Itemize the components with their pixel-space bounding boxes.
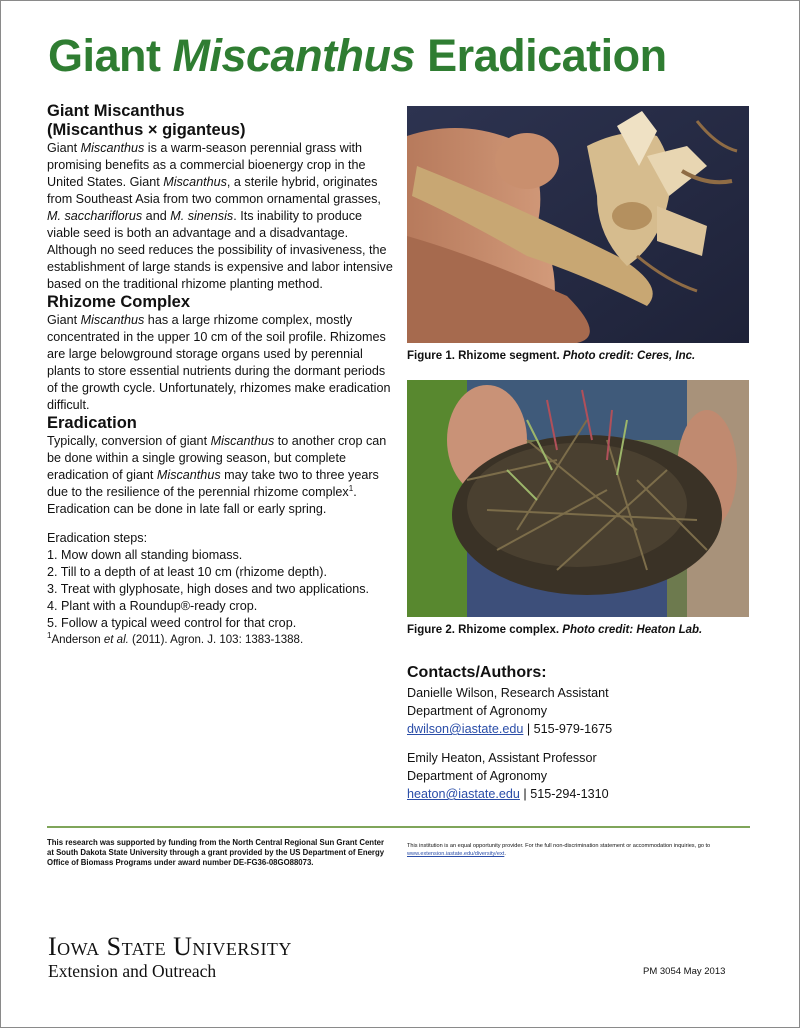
right-column [407,106,750,636]
step-item: 2. Till to a depth of at least 10 cm (rhizome depth). [47,565,328,579]
left-column [47,102,395,649]
step-item: 5. Follow a typical weed control for that crop. [47,616,297,630]
rhizome-complex-photo [407,380,749,617]
footnote: $^1$Anderson et al. (2011). Agron. J. 103: 1383-1388. [47,631,304,646]
rhizome-paragraph: Giant Miscanthus has a large rhizome complex, mostly concentrated in the upper 10 cm of the soil profile. Rhizomes are large belowground storage organs used by perennial plants to store essential nutrients during the dormant periods of the growth cycle. Unfortunately, rhizomes make eradication difficult. [47,313,391,412]
author-2-dept: Department of Agronomy [407,769,548,783]
university-name: Iowa State University [48,932,292,961]
rhizome-segment-photo [407,106,749,343]
eradication-steps [47,547,395,632]
figure-1-caption: Figure 1. Rhizome segment. Photo credit: Ceres, Inc. [407,350,696,362]
rhizome-complex-image [407,380,749,617]
contacts-heading: Contacts/Authors: [407,664,547,681]
isu-logo [48,934,292,982]
step-item: 4. Plant with a Roundup®-ready crop. [47,599,258,613]
intro-paragraph: Giant Miscanthus is a warm-season perennial grass with promising benefits as a commercial bioenergy crop in the United States. Giant Miscanthus, a sterile hybrid, originates from Southeast Asia from two common ornamental grasses, M. sacchariflorus and M. sinensis. Its inability to produce viable seed is both an advantage and a disadvantage. Although no seed reduces the possibility of invasiveness, the establishment of large stands is expensive and labor intensive based on the traditional rhizome planting method. [47,141,393,291]
rhizome-segment-image [407,106,749,343]
publication-number: PM 3054 May 2013 [643,966,726,977]
footer-divider [47,826,750,828]
author-2-contact: heaton@iastate.edu | 515-294-1310 [407,787,609,801]
equal-opportunity-statement: This institution is an equal opportunity provider. For the full non-discrimination statement or accommodation inquiries, go to www.extension.iastate.edu/diversity/ext. [407,843,711,857]
author-1-email-link[interactable]: dwilson@iastate.edu [407,722,524,736]
author-1-name: Danielle Wilson, Research Assistant [407,686,609,700]
author-1-contact: dwilson@iastate.edu | 515-979-1675 [407,722,613,736]
section-heading-rhizome-complex: Rhizome Complex [47,293,191,311]
section-heading-eradication: Eradication [47,414,137,432]
figure-2-caption: Figure 2. Rhizome complex. Photo credit: Heaton Lab. [407,624,703,636]
funding-statement: This research was supported by funding from the North Central Regional Sun Grant Center at South Dakota State University through a grant provided by the US Department of Energy Office of Biomass Programs under award number DE-FG36-08GO88073. [47,838,385,867]
eradication-paragraph: Typically, conversion of giant Miscanthus to another crop can be done within a single growing season, but complete eradication of giant Miscanthus may take two to three years due to the resilience of the perennial rhizome complex$^1$. Eradication can be done in late fall or early spring. [47,434,387,516]
page-title: Giant Miscanthus Eradication [48,30,667,81]
author-1-dept: Department of Agronomy [407,704,548,718]
diversity-link[interactable]: www.extension.iastate.edu/diversity/ext [407,851,505,857]
section-heading-giant-miscanthus: Giant Miscanthus (Miscanthus × giganteus) [47,102,246,139]
step-item: 3. Treat with glyphosate, high doses and two applications. [47,582,370,596]
author-2-email-link[interactable]: heaton@iastate.edu [407,787,520,801]
steps-label: Eradication steps: [47,531,148,545]
contacts-block [407,664,747,803]
step-item: 1. Mow down all standing biomass. [47,548,243,562]
extension-name: Extension and Outreach [48,961,217,981]
author-2-name: Emily Heaton, Assistant Professor [407,751,597,765]
